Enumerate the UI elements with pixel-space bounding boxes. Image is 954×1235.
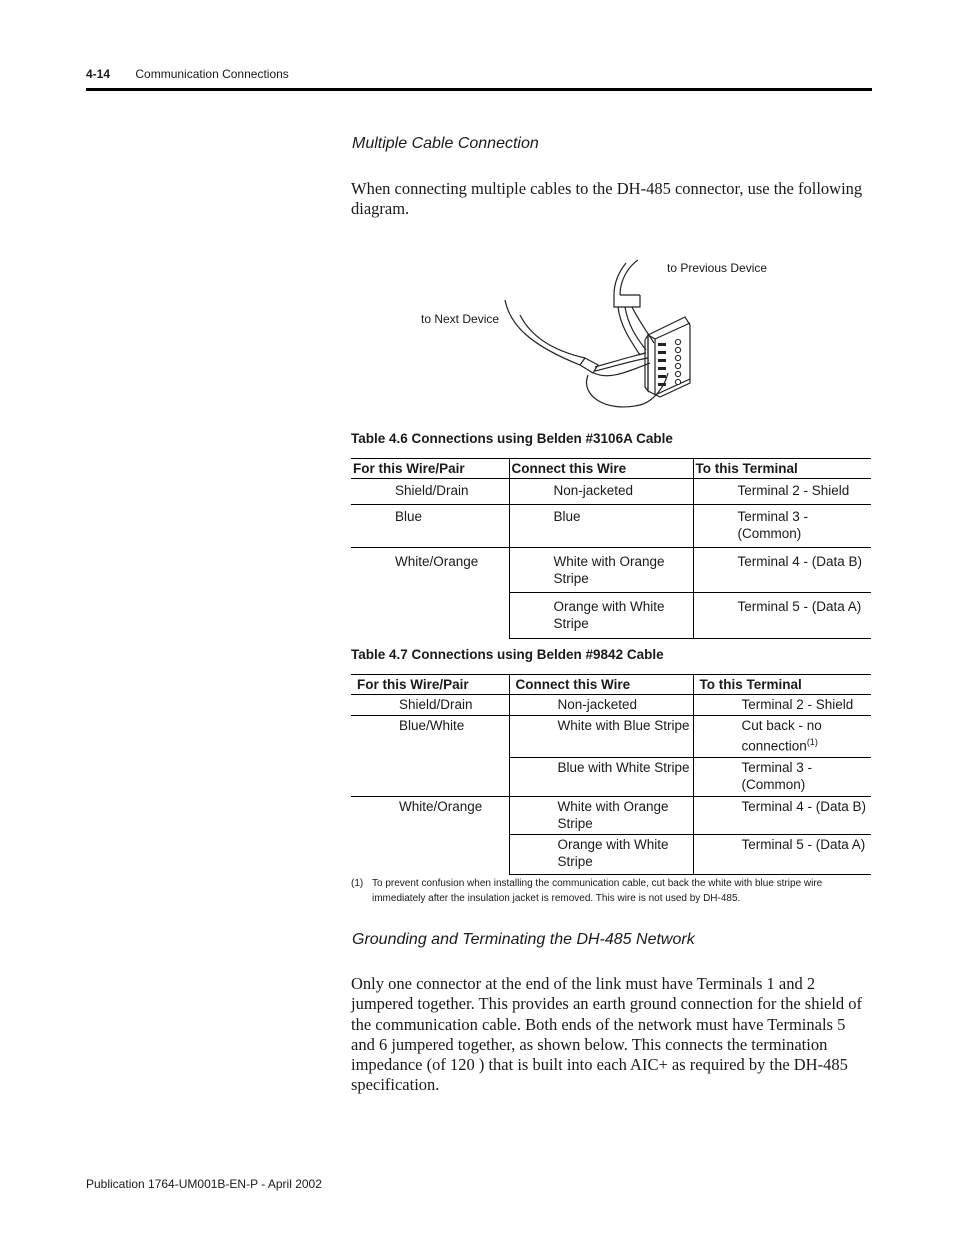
connect-cell: Orange with White Stripe xyxy=(509,834,693,874)
table-4-6-caption: Table 4.6 Connections using Belden #3106A Cable xyxy=(351,431,673,446)
column-header: Connect this Wire xyxy=(509,459,693,479)
column-header: To this Terminal xyxy=(693,459,871,479)
terminal-cell: Terminal 4 - (Data B) xyxy=(693,796,871,834)
table-row xyxy=(351,796,871,834)
connect-cell: White with Orange Stripe xyxy=(509,796,693,834)
connect-cell: White with Orange Stripe xyxy=(509,548,693,593)
terminal-cell: Terminal 4 - (Data B) xyxy=(693,548,871,593)
connect-cell: Blue with White Stripe xyxy=(509,757,693,796)
connect-cell: Non-jacketed xyxy=(509,695,693,716)
connect-cell: White with Blue Stripe xyxy=(509,716,693,758)
terminal-cell: Terminal 5 - (Data A) xyxy=(693,834,871,874)
footnote-text: To prevent confusion when installing the communication cable, cut back the white with blue stripe wire immediately after the insulation jacket is removed. This wire is not used by DH-485. xyxy=(372,878,823,904)
table-row xyxy=(351,505,871,548)
section-title: Communication Connections xyxy=(135,67,289,81)
column-header: Connect this Wire xyxy=(509,675,693,695)
heading-multiple-cable: Multiple Cable Connection xyxy=(352,135,539,152)
column-header: For this Wire/Pair xyxy=(351,675,509,695)
table-4-7-caption: Table 4.7 Connections using Belden #9842 Cable xyxy=(351,647,664,662)
table-footnote xyxy=(351,876,871,906)
header-rule xyxy=(86,88,872,91)
table-header-row xyxy=(351,675,871,695)
table-4-7 xyxy=(351,674,871,875)
wire-cell: Blue xyxy=(351,505,509,548)
column-header: To this Terminal xyxy=(693,675,871,695)
label-to-next-device: to Next Device xyxy=(421,312,500,326)
paragraph-grounding: Only one connector at the end of the link must have Terminals 1 and 2 jumpered together. This provides an earth ground connection for the shield of the communication cable. Both ends of the network must have Terminals 5 and 6 jumpered together, as shown below. This connects the termination impedance (of 120 ) that is built into each AIC+ as required by the DH-485 specification. xyxy=(351,974,863,1095)
wire-cell: Shield/Drain xyxy=(351,695,509,716)
footnote-marker: (1) xyxy=(351,878,364,889)
terminal-cell xyxy=(693,716,871,758)
wire-cell: White/Orange xyxy=(351,796,509,874)
wire-cell: Blue/White xyxy=(351,716,509,797)
table-4-6 xyxy=(351,458,871,639)
terminal-cell: Terminal 2 - Shield xyxy=(693,695,871,716)
connect-cell: Non-jacketed xyxy=(509,479,693,505)
footnote-reference: (1) xyxy=(806,737,818,747)
wire-cell: Shield/Drain xyxy=(351,479,509,505)
wire-cell: White/Orange xyxy=(351,548,509,639)
terminal-cell: Terminal 3 - (Common) xyxy=(693,505,871,548)
cable-connection-diagram xyxy=(490,255,710,420)
connect-cell: Blue xyxy=(509,505,693,548)
connect-cell: Orange with White Stripe xyxy=(509,593,693,639)
table-row xyxy=(351,716,871,758)
terminal-text: Cut back - no connection xyxy=(741,718,822,754)
terminal-cell: Terminal 3 - (Common) xyxy=(693,757,871,796)
table-header-row xyxy=(351,459,871,479)
table-row xyxy=(351,479,871,505)
label-to-previous-device: to Previous Device xyxy=(667,261,768,275)
table-row xyxy=(351,548,871,593)
terminal-cell: Terminal 5 - (Data A) xyxy=(693,593,871,639)
terminal-cell: Terminal 2 - Shield xyxy=(693,479,871,505)
heading-grounding: Grounding and Terminating the DH-485 Network xyxy=(352,931,695,948)
publication-footer: Publication 1764-UM001B-EN-P - April 2002 xyxy=(86,1177,322,1191)
table-row xyxy=(351,695,871,716)
running-header xyxy=(86,67,289,81)
page-number: 4-14 xyxy=(86,67,111,81)
paragraph-multiple-cable: When connecting multiple cables to the DH-485 connector, use the following diagram. xyxy=(351,179,863,219)
column-header: For this Wire/Pair xyxy=(351,459,509,479)
